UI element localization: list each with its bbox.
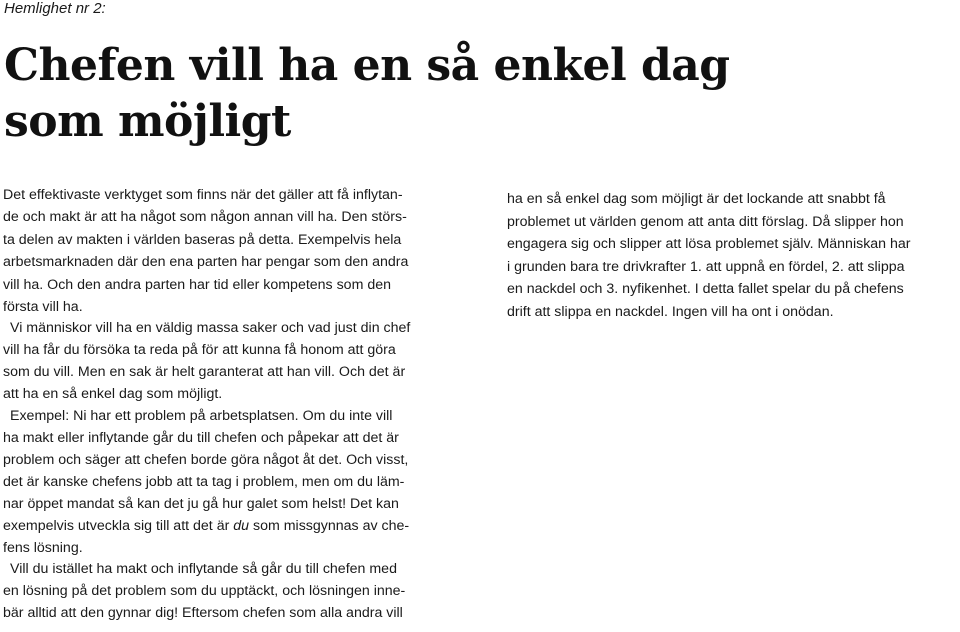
text-line: vill ha får du försöka ta reda på för att kunna få honom att göra [3, 342, 396, 359]
text-line: Exempel: Ni har ett problem på arbetsplatsen. Om du inte vill [10, 408, 393, 425]
text-line: bär alltid att den gynnar dig! Eftersom chefen som alla andra vill [3, 605, 403, 622]
paragraph [3, 318, 473, 406]
text-line: att ha en så enkel dag som möjligt. [3, 386, 223, 403]
text-line: exempelvis utveckla sig till att det är [3, 517, 234, 534]
text-line: som missgynnas av che- [249, 517, 410, 534]
text-line: de och makt är att ha något som någon annan vill ha. Den störs- [3, 209, 407, 226]
paragraph [507, 188, 957, 323]
text-line: en lösning på det problem som du upptäckt, och lösningen inne- [3, 583, 406, 600]
text-line: drift att slippa en nackdel. Ingen vill ha ont i onödan. [507, 303, 834, 320]
text-line: ta delen av makten i världen baseras på detta. Exempelvis hela [3, 231, 402, 248]
title-line: Chefen vill ha en så enkel dag [4, 40, 730, 91]
paragraph [3, 184, 473, 318]
section-kicker: Hemlighet nr 2: [4, 0, 106, 17]
left-column [3, 184, 473, 625]
text-line: ha en så enkel dag som möjligt är det lockande att snabbt få [507, 191, 886, 207]
paragraph [3, 406, 473, 559]
text-line: Vi människor vill ha en väldig massa saker och vad just din chef [10, 320, 411, 337]
text-line: Vill du istället ha makt och inflytande så går du till chefen med [10, 561, 397, 578]
text-line: nar öppet mandat så kan det ju gå hur galet som helst! Det kan [3, 495, 399, 512]
text-line: problem och säger att chefen borde göra något åt det. Och visst, [3, 451, 409, 468]
text-line: engagera sig och slipper att lösa problemet själv. Människan har [507, 236, 911, 252]
paragraph [3, 559, 473, 625]
text-line: vill ha. Och den andra parten har tid eller kompetens som den [3, 276, 392, 293]
text-line: Det effektivaste verktyget som finns när det gäller att få inflytan- [3, 187, 403, 203]
text-line: fens lösning. [3, 539, 83, 556]
right-column [507, 188, 957, 323]
text-line: en nackdel och 3. nyfikenhet. I detta fallet spelar du på chefens [507, 281, 904, 297]
emphasis: du [233, 517, 250, 534]
text-line: ha makt eller inflytande går du till chefen och påpekar att det är [3, 429, 399, 446]
text-line: det är kanske chefens jobb att ta tag i problem, men om du läm- [3, 473, 405, 490]
text-line: första vill ha. [3, 299, 83, 316]
page-title [4, 38, 730, 150]
text-line: i grunden bara tre drivkrafter 1. att uppnå en fördel, 2. att slippa [507, 258, 905, 275]
text-line: arbetsmarknaden där den ena parten har pengar som den andra [3, 254, 409, 271]
title-line: som möjligt [4, 96, 291, 147]
text-line: som du vill. Men en sak är helt garanterat att han vill. Och det är [3, 364, 406, 381]
text-line: problemet ut världen genom att anta ditt förslag. Då slipper hon [507, 213, 904, 230]
